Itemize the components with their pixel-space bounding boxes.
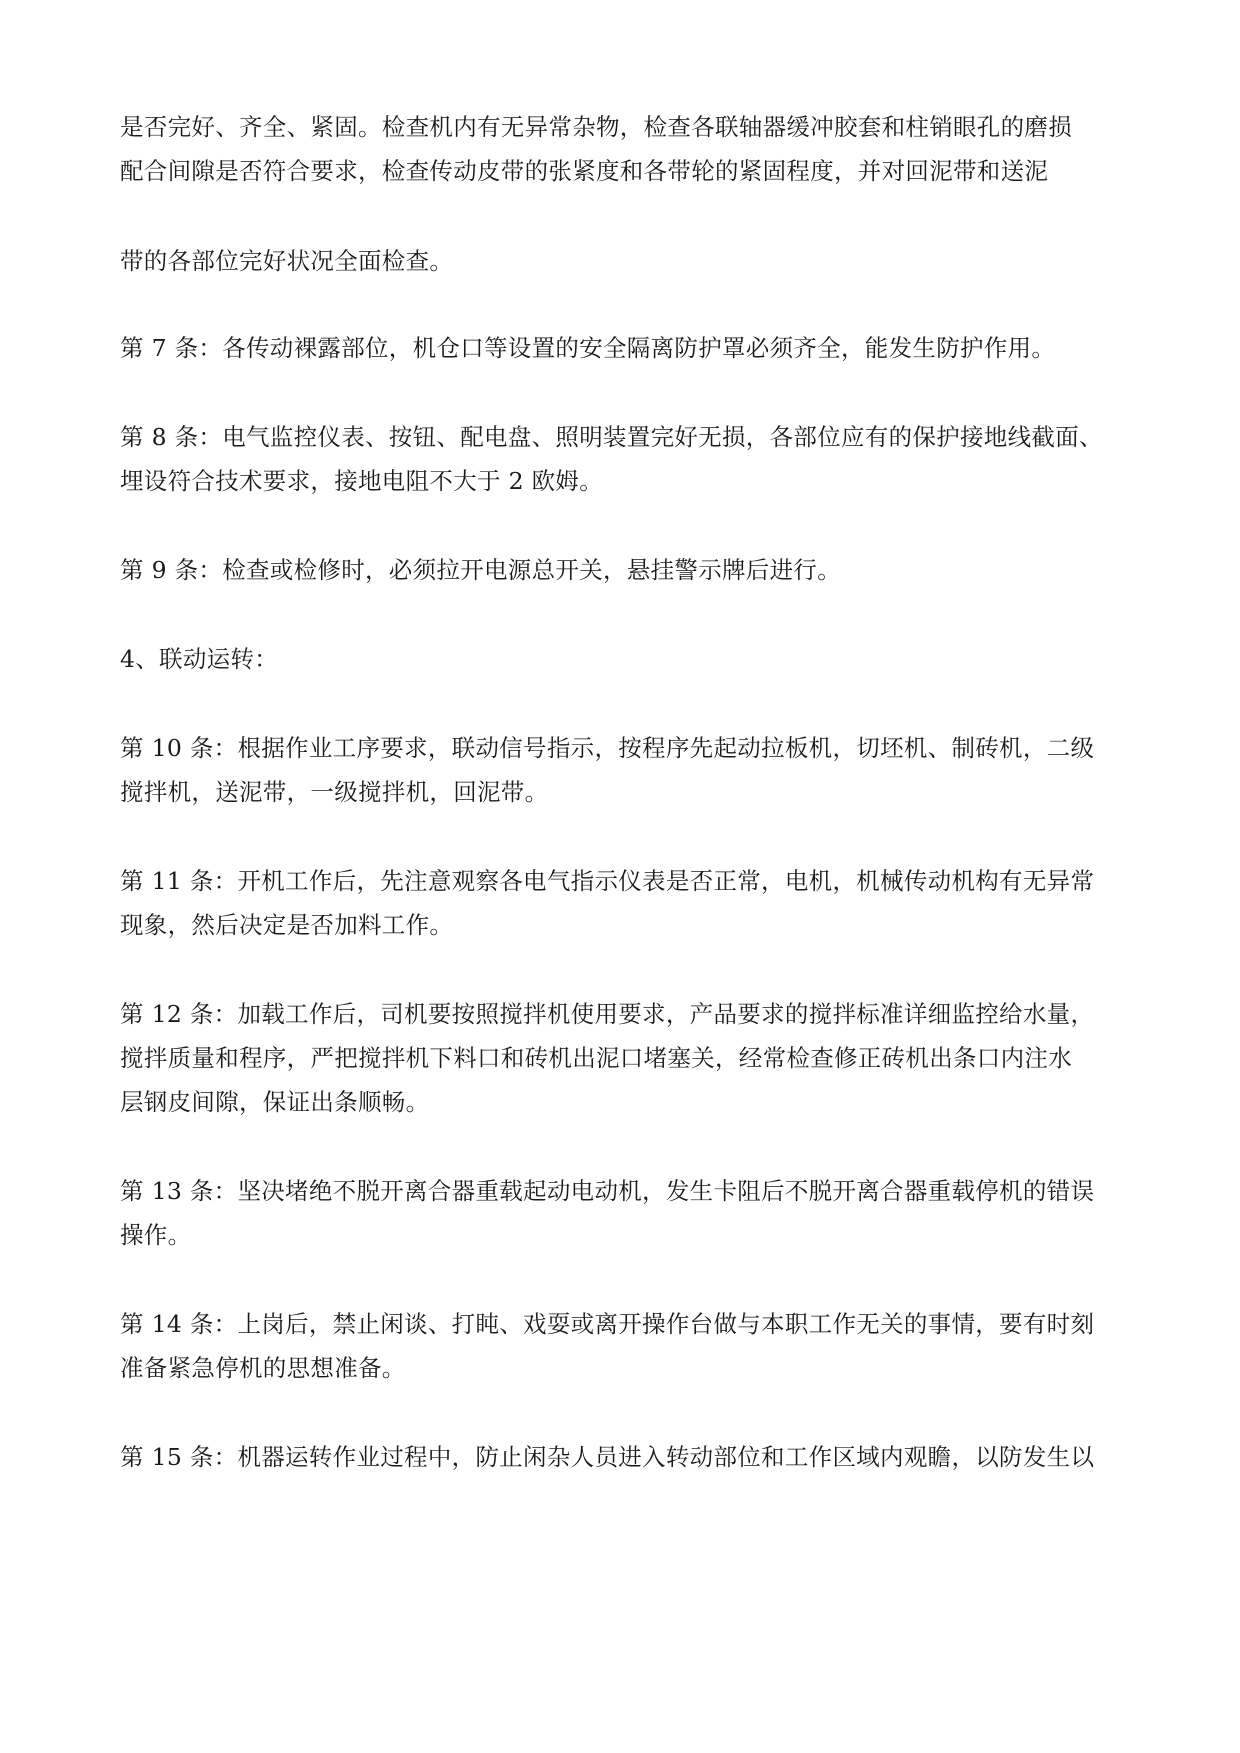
text-line: 是否完好、齐全、紧固。检查机内有无异常杂物，检查各联轴器缓冲胶套和柱销眼孔的磨损 bbox=[120, 113, 1072, 141]
text-line: 操作。 bbox=[120, 1221, 192, 1249]
text-line: 搅拌机，送泥带，一级搅拌机，回泥带。 bbox=[120, 778, 549, 806]
text-line: 搅拌质量和程序，严把搅拌机下料口和砖机出泥口堵塞关，经常检查修正砖机出条口内注水 bbox=[120, 1044, 1072, 1072]
text-line: 第 9 条：检查或检修时，必须拉开电源总开关，悬挂警示牌后进行。 bbox=[120, 556, 841, 584]
text-line: 第 7 条：各传动裸露部位，机仓口等设置的安全隔离防护罩必须齐全，能发生防护作用。 bbox=[120, 334, 1056, 362]
text-line: 层钢皮间隙，保证出条顺畅。 bbox=[120, 1088, 430, 1116]
text-line: 第 14 条：上岗后，禁止闲谈、打盹、戏耍或离开操作台做与本职工作无关的事情，要有时刻 bbox=[120, 1310, 1095, 1338]
text-line: 带的各部位完好状况全面检查。 bbox=[120, 247, 454, 275]
text-line: 第 11 条：开机工作后，先注意观察各电气指示仪表是否正常，电机，机械传动机构有无异常 bbox=[120, 867, 1095, 895]
text-line: 现象，然后决定是否加料工作。 bbox=[120, 911, 454, 939]
text-line: 第 13 条：坚决堵绝不脱开离合器重载起动电动机，发生卡阻后不脱开离合器重载停机的错误 bbox=[120, 1177, 1095, 1205]
text-line: 埋设符合技术要求，接地电阻不大于 2 欧姆。 bbox=[120, 467, 603, 495]
text-line: 第 10 条：根据作业工序要求，联动信号指示，按程序先起动拉板机，切坯机、制砖机，二级 bbox=[120, 734, 1095, 762]
text-line: 第 15 条：机器运转作业过程中，防止闲杂人员进入转动部位和工作区域内观瞻，以防发生以 bbox=[120, 1443, 1095, 1471]
text-line: 第 12 条：加载工作后，司机要按照搅拌机使用要求，产品要求的搅拌标准详细监控给水量， bbox=[120, 1000, 1095, 1028]
text-line: 配合间隙是否符合要求，检查传动皮带的张紧度和各带轮的紧固程度，并对回泥带和送泥 bbox=[120, 157, 1049, 185]
section-heading: 4、联动运转： bbox=[120, 645, 279, 673]
text-line: 准备紧急停机的思想准备。 bbox=[120, 1354, 406, 1382]
text-line: 第 8 条：电气监控仪表、按钮、配电盘、照明装置完好无损，各部位应有的保护接地线截面、 bbox=[120, 423, 1103, 451]
